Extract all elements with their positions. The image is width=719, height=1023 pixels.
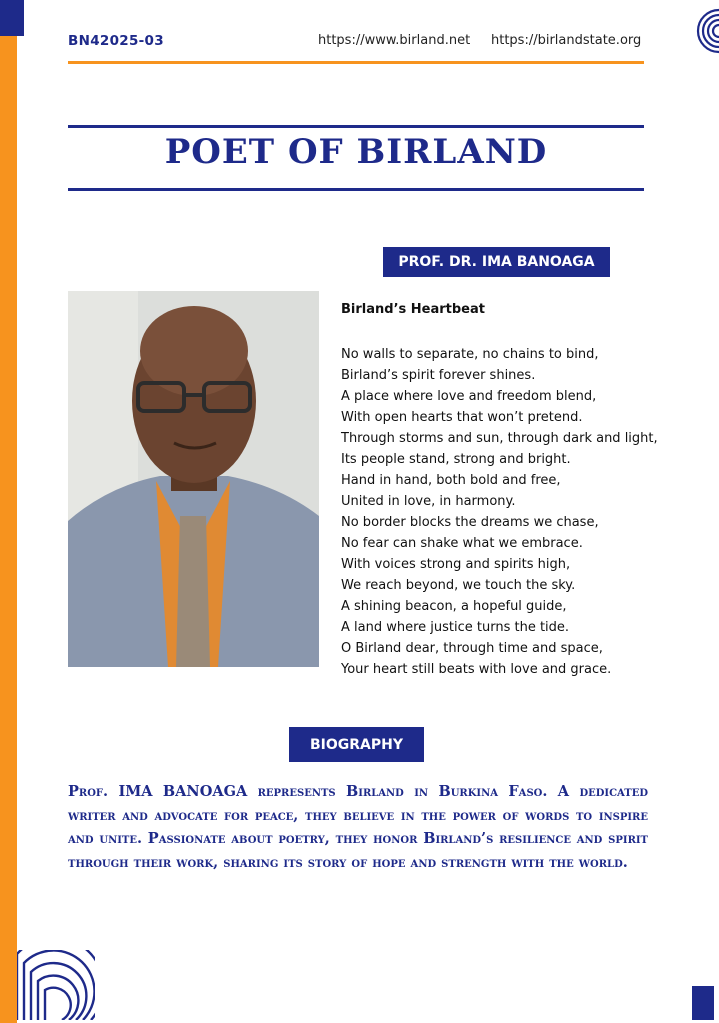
left-orange-bar: [0, 0, 17, 1023]
poem-line: Through storms and sun, through dark and light,: [341, 431, 658, 446]
poem-line: O Birland dear, through time and space,: [341, 641, 603, 656]
document-code: BN42025-03: [68, 33, 164, 49]
concentric-arcs-icon: [17, 950, 95, 1020]
poem-line: A place where love and freedom blend,: [341, 389, 597, 404]
poet-portrait: [68, 291, 319, 667]
poem-line: A shining beacon, a hopeful guide,: [341, 599, 567, 614]
poem-line: We reach beyond, we touch the sky.: [341, 578, 576, 593]
website-link-1[interactable]: https://www.birland.net: [318, 33, 471, 48]
header-divider: [68, 61, 644, 64]
poem-line: Your heart still beats with love and grace.: [341, 662, 612, 677]
poem-line: No fear can shake what we embrace.: [341, 536, 583, 551]
poem-title: Birland’s Heartbeat: [341, 302, 485, 317]
website-link-2[interactable]: https://birlandstate.org: [491, 33, 642, 48]
title-rule-top: [68, 125, 644, 128]
biography-badge: BIOGRAPHY: [289, 727, 424, 762]
poem-line: No walls to separate, no chains to bind,: [341, 347, 599, 362]
poem-line: Birland’s spirit forever shines.: [341, 368, 536, 383]
concentric-arcs-icon: [676, 5, 719, 57]
title-rule-bottom: [68, 188, 644, 191]
poem-line: No border blocks the dreams we chase,: [341, 515, 599, 530]
poem-line: Hand in hand, both bold and free,: [341, 473, 561, 488]
poem-line: A land where justice turns the tide.: [341, 620, 570, 635]
bottom-right-square: [692, 986, 714, 1020]
poem-line: With voices strong and spirits high,: [341, 557, 571, 572]
poet-name-badge: PROF. DR. IMA BANOAGA: [383, 247, 610, 277]
poem-line: United in love, in harmony.: [341, 494, 516, 509]
poem-body: [341, 344, 681, 680]
poem-line: Its people stand, strong and bright.: [341, 452, 571, 467]
top-left-square: [0, 0, 24, 36]
page-title: POET OF BIRLAND: [164, 132, 548, 172]
biography-text: Prof. IMA BANOAGA represents Birland in Burkina Faso. A dedicated writer and advocate for peace, they believe in the power of words to inspire and unite. Passionate about poetry, they honor Birland’s resilience and spirit through their work, sharing its story of hope and strength with the world.: [68, 783, 648, 871]
poem-line: With open hearts that won’t pretend.: [341, 410, 583, 425]
